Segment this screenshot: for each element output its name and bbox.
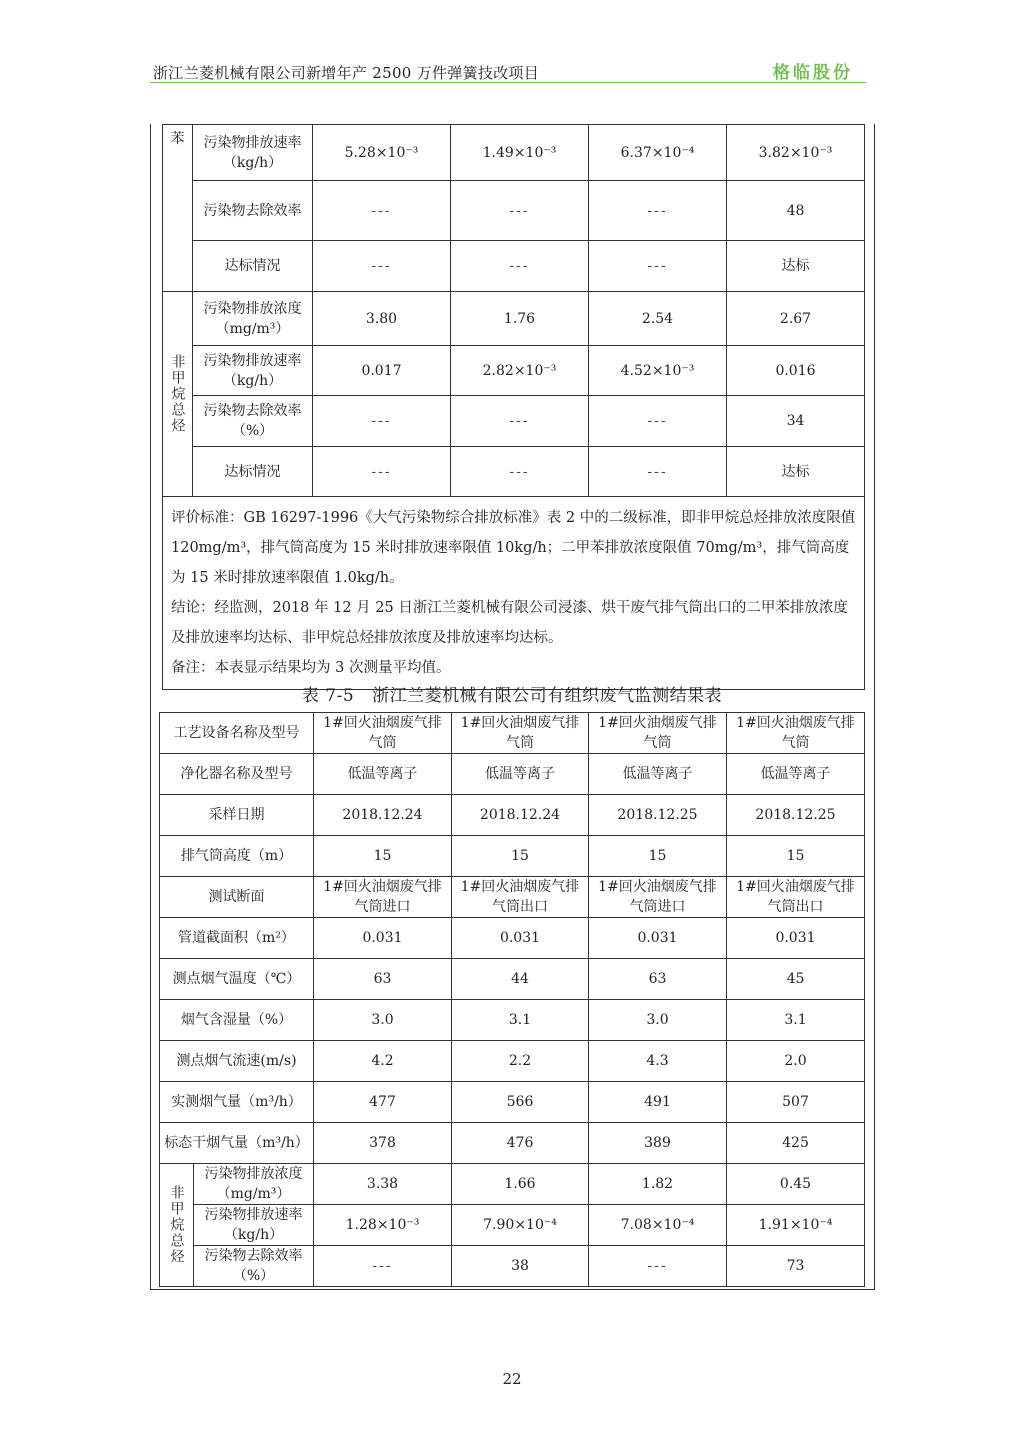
table-row [160,836,865,877]
page-frame-right [874,124,875,1290]
table-row [160,877,865,918]
row-label: 达标情况 [193,447,313,497]
table-cell: 1#回火油烟废气排气筒出口 [452,877,589,918]
page-frame-bottom [150,1289,874,1290]
table-cell: --- [313,181,451,241]
table-cell: 34 [727,396,865,447]
table-cell: 0.031 [589,918,727,959]
table-cell: 63 [314,959,452,1000]
table-row [163,396,865,447]
table-cell: 3.0 [314,1000,452,1041]
row-label: 污染物去除效率（%） [193,396,313,447]
conclusion-text: 结论：经监测，2018 年 12 月 25 日浙江兰菱机械有限公司浸漆、烘干废气排气筒出口的二甲苯排放浓度及排放速率均达标、非甲烷总烃排放浓度及排放速率均达标。 [171,600,848,646]
table-cell: --- [313,447,451,497]
table-row [160,918,865,959]
table-cell: 2018.12.25 [727,795,865,836]
table-cell: 2.0 [727,1041,865,1082]
group-label-nmhc: 非甲烷总烃 [163,292,193,497]
table-cell: 1#回火油烟废气排气筒出口 [727,877,865,918]
table-cell: 1.66 [452,1164,589,1205]
table-cell: --- [451,447,589,497]
table-row [160,1000,865,1041]
page-frame-left [150,124,151,1290]
table-cell: 1#回火油烟废气排气筒 [452,713,589,754]
table-cell: 1.49×10⁻³ [451,125,589,181]
table-cell: 2018.12.24 [452,795,589,836]
table-cell: 477 [314,1082,452,1123]
table-cell: 1.82 [589,1164,727,1205]
table-cell: 低温等离子 [314,754,452,795]
row-label: 污染物去除效率（%） [194,1246,314,1287]
table-row [163,125,865,181]
table-cell: 3.0 [589,1000,727,1041]
row-label: 工艺设备名称及型号 [160,713,314,754]
table-cell: --- [313,241,451,292]
row-label: 达标情况 [193,241,313,292]
table-cell: 低温等离子 [452,754,589,795]
table-cell: 2.82×10⁻³ [451,346,589,396]
row-label: 管道截面积（m²） [160,918,314,959]
table-row [163,292,865,346]
table-cell: 3.80 [313,292,451,346]
row-label: 污染物排放速率（kg/h） [193,346,313,396]
group-label-benzene: 苯 [163,125,193,292]
table-row [160,1082,865,1123]
row-label: 净化器名称及型号 [160,754,314,795]
table-cell: 2018.12.24 [314,795,452,836]
table-row [160,1123,865,1164]
row-label: 污染物排放浓度（mg/m³） [194,1164,314,1205]
table-row [160,1041,865,1082]
table-cell: 45 [727,959,865,1000]
row-label: 污染物去除效率 [193,181,313,241]
table-cell: 491 [589,1082,727,1123]
row-label: 实测烟气量（m³/h） [160,1082,314,1123]
table-cell: 3.1 [452,1000,589,1041]
table-cell: 2.2 [452,1041,589,1082]
table-cell: 0.031 [452,918,589,959]
table-row [160,1205,865,1246]
table-cell: 15 [314,836,452,877]
table-cell: 1#回火油烟废气排气筒 [589,713,727,754]
page-number: 22 [502,1370,522,1388]
table-cell: 0.017 [313,346,451,396]
table-cell: 0.031 [314,918,452,959]
table-cell: 1#回火油烟废气排气筒 [727,713,865,754]
table-cell: 0.031 [727,918,865,959]
header-divider [150,82,866,83]
table-cell: 15 [452,836,589,877]
table-cell: --- [451,241,589,292]
table-cell: --- [589,181,727,241]
table-cell: 389 [589,1123,727,1164]
table-cell: --- [589,447,727,497]
remark-text: 备注：本表显示结果均为 3 次测量平均值。 [171,660,451,676]
table-cell: 5.28×10⁻³ [313,125,451,181]
table-cell: --- [451,181,589,241]
table-cell: 48 [727,181,865,241]
table-row-notes [163,497,865,690]
table-row [163,181,865,241]
table-title: 浙江兰菱机械有限公司有组织废气监测结果表 [372,686,723,706]
table-cell: 4.3 [589,1041,727,1082]
table-row [160,959,865,1000]
table-cell: 15 [727,836,865,877]
header-title: 浙江兰菱机械有限公司新增年产 2500 万件弹簧技改项目 [153,64,540,82]
table-cell: 达标 [727,447,865,497]
table-row [163,346,865,396]
table-cell: 1#回火油烟废气排气筒进口 [314,877,452,918]
table-cell: 6.37×10⁻⁴ [589,125,727,181]
table-cell: 7.90×10⁻⁴ [452,1205,589,1246]
table-row [160,1164,865,1205]
table-cell: 425 [727,1123,865,1164]
group-label-nmhc: 非甲烷总烃 [160,1164,194,1287]
table-cell: --- [589,1246,727,1287]
table-cell: 3.82×10⁻³ [727,125,865,181]
row-label: 污染物排放浓度（mg/m³） [193,292,313,346]
notes-cell [163,497,865,690]
table-cell: --- [313,396,451,447]
row-label: 测试断面 [160,877,314,918]
row-label: 采样日期 [160,795,314,836]
table-cell: 476 [452,1123,589,1164]
table-cell: 2018.12.25 [589,795,727,836]
table-cell: 1#回火油烟废气排气筒 [314,713,452,754]
table-cell: 1.76 [451,292,589,346]
table-row [160,754,865,795]
table-cell: 38 [452,1246,589,1287]
table-cell: 63 [589,959,727,1000]
table-cell: 低温等离子 [727,754,865,795]
row-label: 污染物排放速率（kg/h） [193,125,313,181]
table-cell: 44 [452,959,589,1000]
table-cell: 0.45 [727,1164,865,1205]
table-caption [0,681,1024,706]
table-cell: 3.1 [727,1000,865,1041]
table-cell: --- [589,396,727,447]
row-label: 标态干烟气量（m³/h） [160,1123,314,1164]
evaluation-standard-text: 评价标准：GB 16297-1996《大气污染物综合排放标准》表 2 中的二级标准，即非甲烷总烃排放浓度限值 120mg/m³，排气筒高度为 15 米时排放速率限值 10kg/h；二甲苯排放浓度限值 70mg/m³，排气筒高度为 15 米时排放速率限值 1.0kg/h。 [171,510,856,586]
table-cell: 378 [314,1123,452,1164]
row-label: 测点烟气流速(m/s) [160,1041,314,1082]
table-cell: 7.08×10⁻⁴ [589,1205,727,1246]
table-cell: --- [314,1246,452,1287]
table-cell: 73 [727,1246,865,1287]
table-cell: 507 [727,1082,865,1123]
table-cell: 2.54 [589,292,727,346]
table-cell: 2.67 [727,292,865,346]
table-cell: 566 [452,1082,589,1123]
table-number: 表 7-5 [301,686,355,706]
organized-exhaust-monitoring-table [159,712,865,1287]
table-cell: 3.38 [314,1164,452,1205]
table-row [160,713,865,754]
table-cell: --- [451,396,589,447]
table-row [160,1246,865,1287]
table-cell: 1.91×10⁻⁴ [727,1205,865,1246]
row-label: 污染物排放速率（kg/h） [194,1205,314,1246]
table-row [163,241,865,292]
table-body [160,713,865,1287]
table-cell: 1#回火油烟废气排气筒进口 [589,877,727,918]
row-label: 烟气含湿量（%） [160,1000,314,1041]
table-cell: 1.28×10⁻³ [314,1205,452,1246]
table-cell: 15 [589,836,727,877]
table-cell: --- [589,241,727,292]
table-cell: 0.016 [727,346,865,396]
table-cell: 低温等离子 [589,754,727,795]
row-label: 测点烟气温度（℃） [160,959,314,1000]
table-cell: 4.52×10⁻³ [589,346,727,396]
company-logo: 格临股份 [773,63,853,83]
row-label: 排气筒高度（m） [160,836,314,877]
table-cell: 4.2 [314,1041,452,1082]
table-cell: 达标 [727,241,865,292]
table-row [160,795,865,836]
benzene-nmhc-results-table [162,124,865,690]
table-row [163,447,865,497]
